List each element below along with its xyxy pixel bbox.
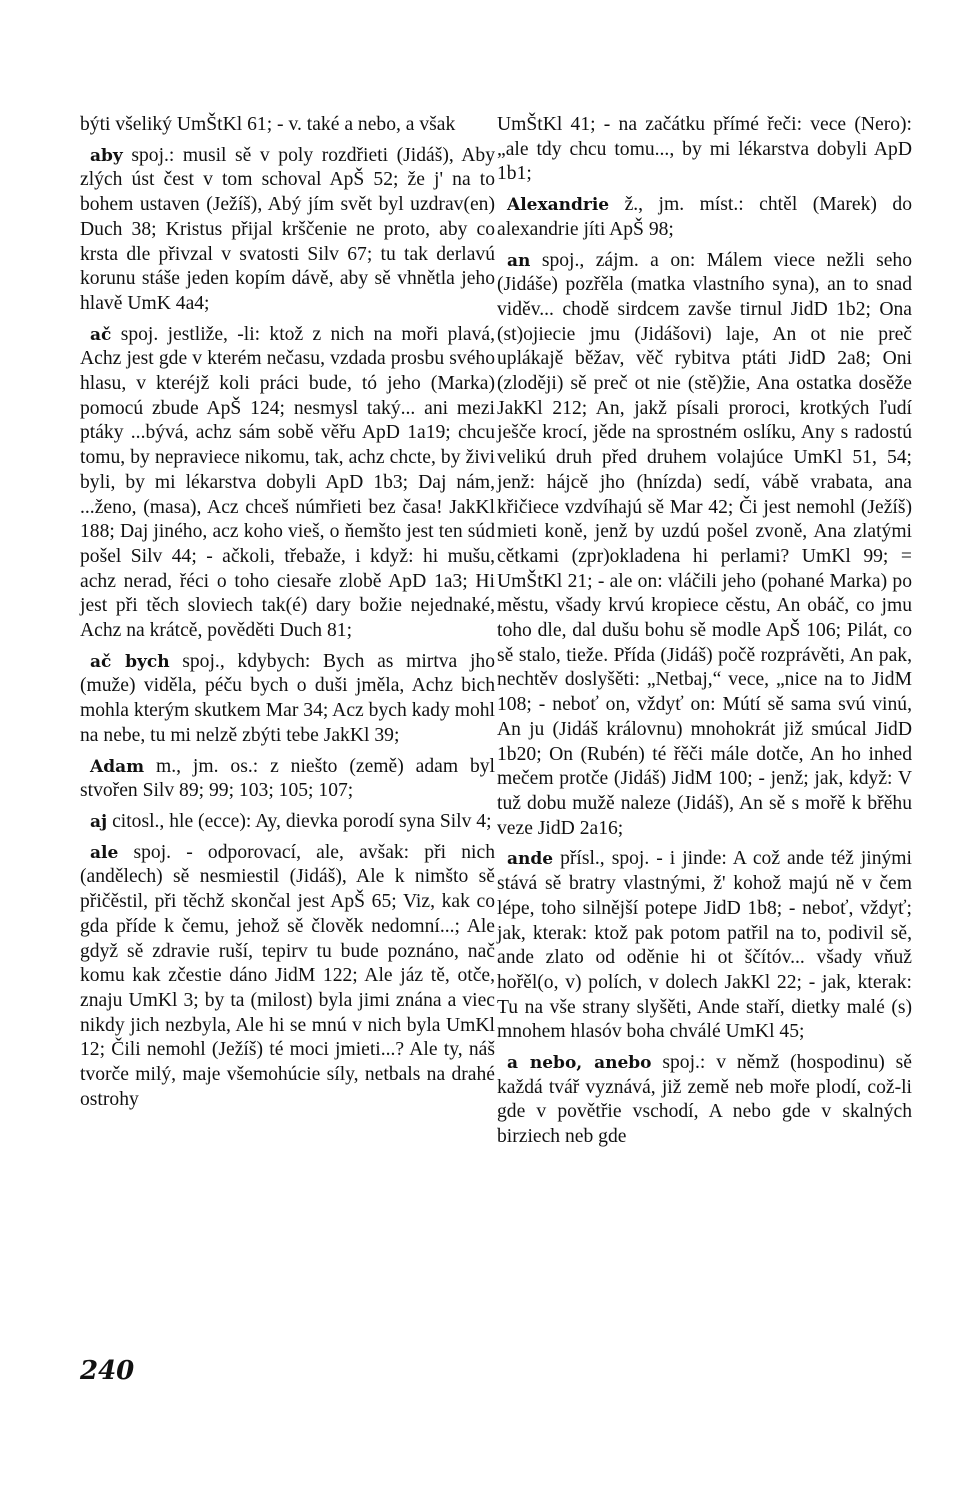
dictionary-entry (497, 249, 912, 842)
dictionary-entry (80, 841, 495, 1113)
entry-text: spoj., zájm. a on: Málem viece nežli seho (Jidáše) pozřěla (matka vlastního syna), an to snad viděv... chodě sirdcem zavše tirnul JidD 1b2; Ona (st)ojiecie jmu (Jidášovi) laje, An ot nie preč uplákajě běžav, věč rybitva ptáti JidD 2a8; Oni (zloději) sě preč ot nie (stě)žie, Ana ostatka dosěže JakKl 212; An, jakž písali proroci, krotkých ľudí ješče krocí, jěde na sprostném oslíku, Any s radostú velikú druh před druhem volajúce UmKl 51, 54; jenž: hájcě jho (hnízda) sedí, vábě vrabata, ana křičiece vzdvíhajú sě Mar 42; Či jest nemohl (Ježíš) mieti koně, jenž by uzdú pošel zvoně, Ana zlatými cětkami (zpr)okladena hi perlami? UmKl 99; = UmŠtKl 21; - ale on: vláčili jeho (pohané Marka) po městu, všady krvú kropiece cěstu, An obáč, co jmu toho dle, dal dušu bohu sě modle ApŠ 106; Pilát, co sě stalo, tieže. Přída (Jidáš) počě rozprávěti, An pak, nechtěv doslyšěti: „Netbaj,“ vece, „nice na to JidM 108; - neboť on, vždyť on: Mútí sě sama svú vinú, An ju (Jidáš královnu) mnohokrát již smúcal JidD 1b20; On (Rubén) té řěči mále dotče, An ho inhed mečem protče (Jidáš) JidM 100; - jenž; jak, když: V tuž dobu mužě naleze (Jidáš), An sě s mořě k břěhu veze JidD 2a16; (497, 249, 912, 839)
dictionary-entry (80, 810, 495, 835)
dictionary-entry (497, 847, 912, 1045)
entry-headword: ale (90, 842, 119, 863)
entry-headword: aj (90, 811, 108, 832)
entry-text: přísl., spoj. - i jinde: A což ande též jinými stává sě bratry vlastnými, ž' kohož majú ně v čem lépe, toho silnější potepe JidD 1b8; - neboť, vždyť; jak, kterak: ktož pak potom patřil na to, podivil sě, ande zlato od oděnie hi ot ščítóv... všady vňuž hořěl(o, v) polích, v dolech JakKl 22; - jak, kterak: Tu na vše strany slyšěti, Ande staří, dietky malé (s) mnohem hlasóv boha chválé UmKl 45; (497, 848, 912, 1043)
entry-text: ž., jm. míst.: chtěl (Marek) do alexandrie jíti ApŠ 98; (497, 194, 912, 240)
entry-headword: ač bych (90, 651, 170, 672)
entry-text: spoj.: v němž (hospodinu) sě každá tvář vyznává, již země neb moře plodí, což-li gde v povětřie vschodí, A nebo gde v skalných birziech neb gde (497, 1052, 912, 1148)
entry-text: citosl., hle (ecce): Ay, dievka porodí syna Silv 4; (107, 810, 492, 832)
dictionary-entry (497, 1051, 912, 1150)
dictionary-entry (497, 113, 912, 187)
dictionary-entry (80, 144, 495, 317)
left-column (80, 113, 495, 1118)
entry-text: spoj.: musil sě v poly rozdřieti (Jidáš), Aby zlých úst čest v tom schoval ApŠ 52; že j' na to bohem ustaven (Ježíš), Abý jím svět byl uzdrav(en) Duch 38; Kristus přijal krščenie ne proto, aby co krsta dle přivzal v svatosti Silv 67; tu tak derlavú korunu stáše jeden kopím dávě, aby sě vhnětla jeho hlavě UmK 4a4; (80, 144, 495, 314)
dictionary-entry (80, 650, 495, 749)
dictionary-entry (80, 323, 495, 644)
entry-text: m., jm. os.: z niešto (země) adam byl stvořen Silv 89; 99; 103; 105; 107; (80, 755, 495, 802)
entry-text: spoj. - odporovací, ale, avšak: při nich (andělech) sě nesmiestil (Jidáš), Ale k nimšto sě přičěstil, při těchž skončal jest ApŠ 65; Viz, kak co gda příde k čemu, jehož sě člověk nedomní...; Ale gdyž sě zdravie ruší, tepirv tu bude poznáno, nač komu kak zčestie dáno JidM 122; Ale jáz tě, otče, znaju UmKl 3; by ta (milost) byla jimi znána a viec nikdy jich nezbyla, Ale hi se mnú v nich byla UmKl 12; Čili nemohl (Ježíš) té moci jmieti...? Ale ty, náš tvorče milý, maje všemohúcie síly, netbals na drahé ostrohy (80, 841, 495, 1110)
entry-headword: ač (90, 324, 112, 345)
entry-text: spoj. jestliže, -li: ktož z nich na moři plavá, Achz jest gde v kterém nečasu, vzdada prosbu svého hlasu, v kteréjž koli práci bude, tó jeho (Marka) pomocú zbude ApŠ 124; nesmysl taký... ani mezi ptáky ...bývá, achz sám sobě věřu ApD 1a19; chcu tomu, by nepraviece nikomu, tak, achz chcte, by živi byli, by mi lékarstva dobyli ApD 1b3; Daj nám, ...ženo, (masa), Acz chceš númřieti bez časa! JakKl 188; Daj jiného, acz koho vieš, o ňemšto jest ten súd pošel Silv 44; - ačkoli, třebaže, i když: hi mušu, achz nerad, řéci o toho ciesaře zlobě ApD 1a3; Hi jest při těch sloviech tak(é) dary božie nejednaké, Achz na krátcě, pověděti Duch 81; (80, 323, 495, 642)
entry-text: UmŠtKl 41; - na začátku přímé řeči: vece (Nero): „ale tdy chcu tomu..., by mi lékarstva dobyli ApD 1b1; (497, 114, 912, 185)
dictionary-entry (80, 755, 495, 804)
entry-headword: a nebo, anebo (507, 1053, 652, 1074)
entry-text: spoj., kdybych: Bych as mirtva jho (muže) viděla, péču bych o duši jměla, Achz bich mohla kterým skutkem Mar 34; Acz bych kady mohl na nebe, tu mi nelzě zbýti tebe JakKl 39; (80, 650, 495, 746)
page-number: 240 (80, 1356, 135, 1386)
entry-headword: Adam (90, 756, 145, 777)
entry-headword: aby (90, 145, 123, 166)
entry-headword: Alexandrie (507, 195, 610, 216)
entry-headword: an (507, 250, 531, 271)
entry-headword: ande (507, 849, 554, 870)
dictionary-entry (497, 193, 912, 242)
dictionary-entry (80, 113, 495, 138)
right-column (497, 113, 912, 1156)
entry-text: býti všeliký UmŠtKl 61; - v. také a nebo, a však (80, 114, 456, 135)
